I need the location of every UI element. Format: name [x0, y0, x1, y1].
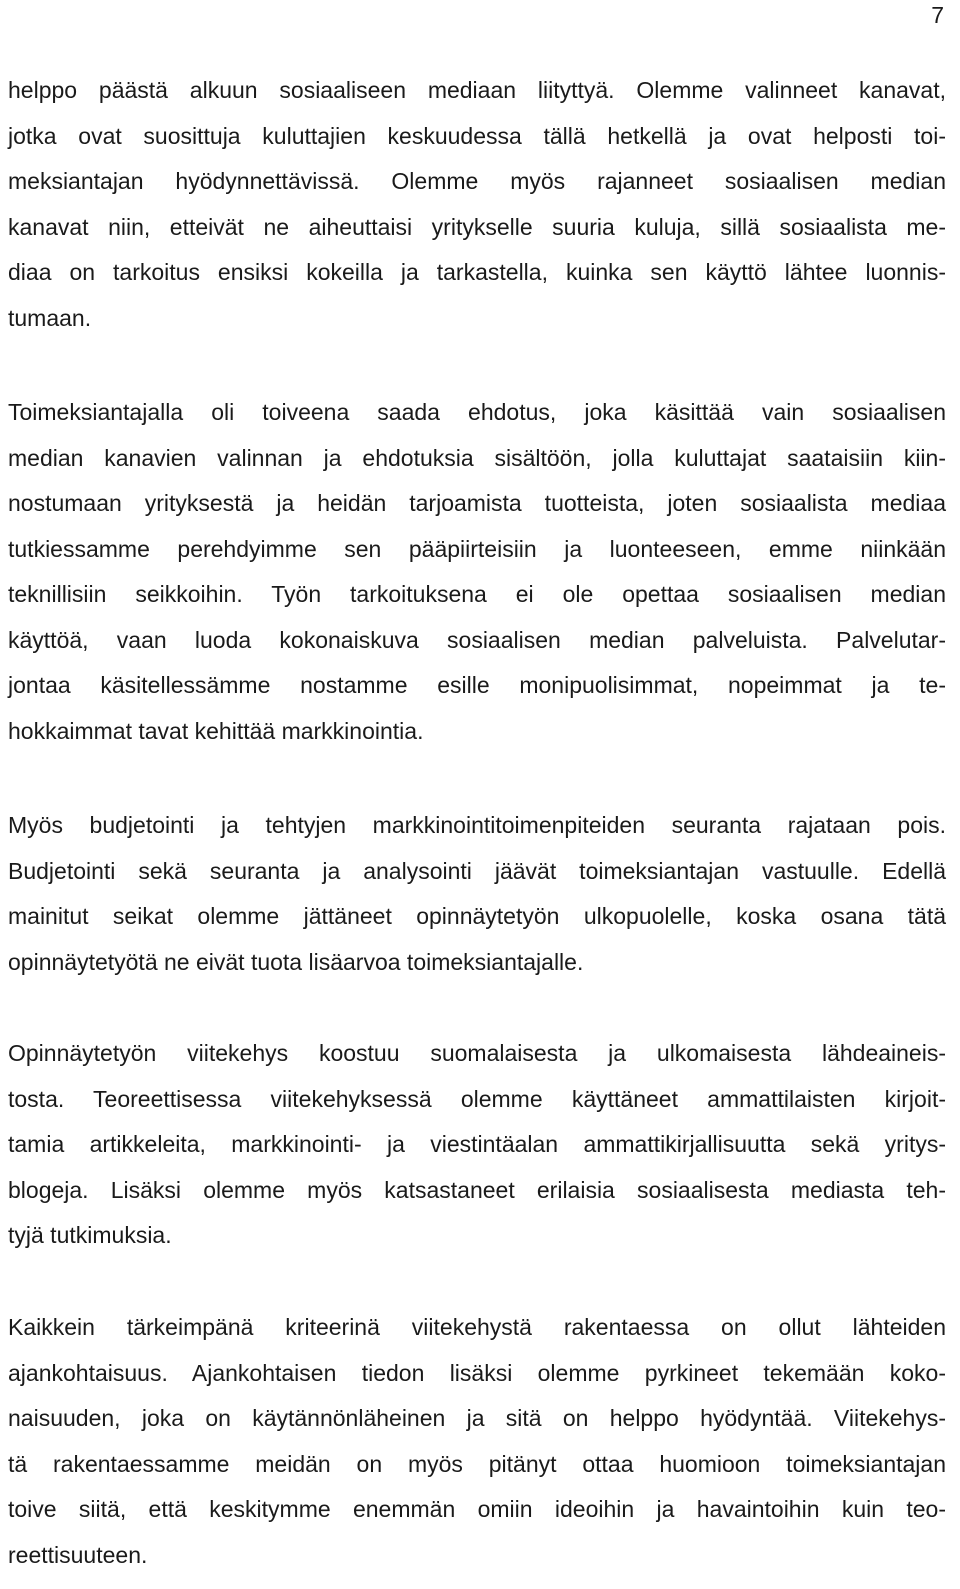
- text-line: tutkiessamme perehdyimme sen pääpiirteisiin ja luonteeseen, emme niinkään: [8, 535, 946, 562]
- text-line: jotka ovat suosittuja kuluttajien keskuudessa tällä hetkellä ja ovat helposti toi-: [8, 122, 946, 149]
- text-line: median kanavien valinnan ja ehdotuksia sisältöön, jolla kuluttajat saataisiin kiin-: [8, 444, 946, 471]
- text-line: naisuuden, joka on käytännönläheinen ja sitä on helppo hyödyntää. Viitekehys-: [8, 1405, 946, 1431]
- text-line: opinnäytetyötä ne eivät tuota lisäarvoa toimeksiantajalle.: [8, 948, 584, 975]
- text-line: blogeja. Lisäksi olemme myös katsastaneet erilaisia sosiaalisesta mediasta teh-: [8, 1176, 946, 1203]
- text-line: käyttöä, vaan luoda kokonaiskuva sosiaalisen median palveluista. Palvelutar-: [8, 626, 946, 653]
- paragraph-5: [8, 1305, 946, 1578]
- text-line: ajankohtaisuus. Ajankohtaisen tiedon lisäksi olemme pyrkineet tekemään koko-: [8, 1359, 946, 1386]
- text-line: toive siitä, että keskitymme enemmän omiin ideoihin ja havaintoihin kuin teo-: [8, 1496, 946, 1522]
- text-line: tamia artikkeleita, markkinointi- ja viestintäalan ammattikirjallisuutta sekä yritys-: [8, 1131, 946, 1157]
- text-line: tosta. Teoreettisessa viitekehyksessä olemme käyttäneet ammattilaisten kirjoit-: [8, 1085, 946, 1112]
- text-line: Toimeksiantajalla oli toiveena saada ehdotus, joka käsittää vain sosiaalisen: [8, 399, 946, 425]
- paragraph-3: [8, 803, 946, 985]
- text-line: hokkaimmat tavat kehittää markkinointia.: [8, 717, 424, 744]
- text-line: tyjä tutkimuksia.: [8, 1222, 172, 1248]
- text-line: helppo päästä alkuun sosiaaliseen mediaan liityttyä. Olemme valinneet kanavat,: [8, 77, 946, 103]
- text-line: Myös budjetointi ja tehtyjen markkinointitoimenpiteiden seuranta rajataan pois.: [8, 812, 946, 838]
- text-line: jontaa käsitellessämme nostamme esille monipuolisimmat, nopeimmat ja te-: [8, 672, 946, 698]
- paragraph-2: [8, 390, 946, 754]
- text-line: meksiantajan hyödynnettävissä. Olemme myös rajanneet sosiaalisen median: [8, 168, 946, 194]
- text-line: teknillisiin seikkoihin. Työn tarkoituksena ei ole opettaa sosiaalisen median: [8, 581, 946, 607]
- text-line: reettisuuteen.: [8, 1541, 148, 1568]
- text-line: Kaikkein tärkeimpänä kriteerinä viitekehystä rakentaessa on ollut lähteiden: [8, 1314, 946, 1340]
- text-line: kanavat niin, etteivät ne aiheuttaisi yritykselle suuria kuluja, sillä sosiaalista me-: [8, 213, 946, 240]
- text-line: Budjetointi sekä seuranta ja analysointi jäävät toimeksiantajan vastuulle. Edellä: [8, 857, 946, 884]
- paragraph-1: [8, 68, 946, 341]
- text-line: diaa on tarkoitus ensiksi kokeilla ja tarkastella, kuinka sen käyttö lähtee luonnis-: [8, 259, 946, 285]
- text-line: tä rakentaessamme meidän on myös pitänyt ottaa huomioon toimeksiantajan: [8, 1450, 946, 1477]
- text-line: mainitut seikat olemme jättäneet opinnäytetyön ulkopuolelle, koska osana tätä: [8, 903, 946, 929]
- page-number: 7: [931, 2, 944, 28]
- text-line: Opinnäytetyön viitekehys koostuu suomalaisesta ja ulkomaisesta lähdeaineis-: [8, 1040, 946, 1066]
- text-line: tumaan.: [8, 304, 92, 331]
- text-line: nostumaan yrityksestä ja heidän tarjoamista tuotteista, joten sosiaalista mediaa: [8, 490, 946, 516]
- paragraph-4: [8, 1031, 946, 1259]
